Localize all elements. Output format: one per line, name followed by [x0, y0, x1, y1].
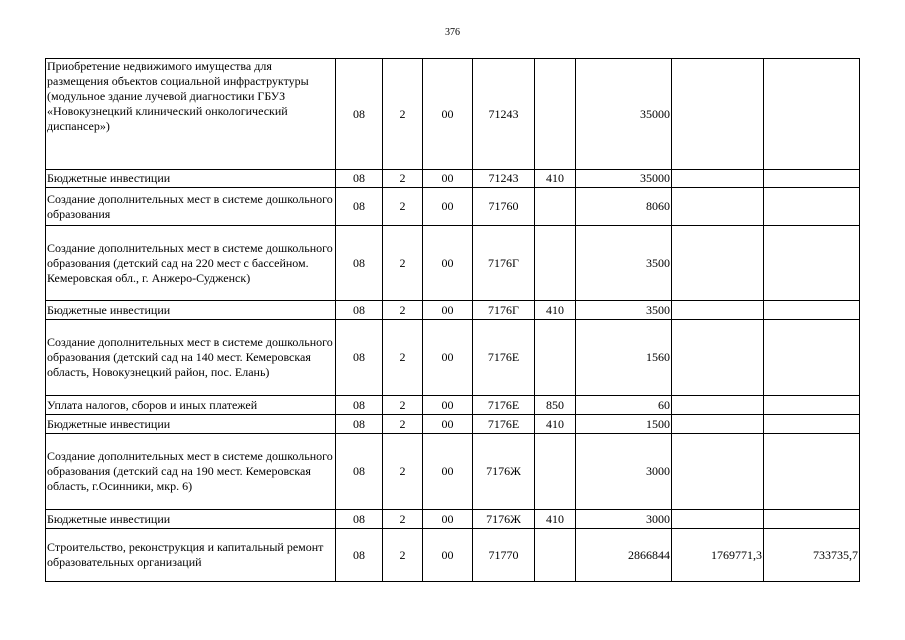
amount-year-1: 2866844 — [576, 529, 672, 582]
amount-year-3 — [764, 226, 860, 301]
section-code: 08 — [336, 434, 383, 510]
subprogram-code: 00 — [423, 170, 473, 188]
section-code: 08 — [336, 59, 383, 170]
subprogram-code: 00 — [423, 301, 473, 320]
expense-type-code: 410 — [535, 170, 576, 188]
amount-year-1: 8060 — [576, 188, 672, 226]
direction-code: 7176Е — [473, 320, 535, 396]
amount-year-1: 3000 — [576, 434, 672, 510]
expense-type-code: 410 — [535, 510, 576, 529]
section-code: 08 — [336, 510, 383, 529]
amount-year-1: 3500 — [576, 226, 672, 301]
subprogram-code: 00 — [423, 226, 473, 301]
program-code: 2 — [383, 301, 423, 320]
subprogram-code: 00 — [423, 320, 473, 396]
table-row — [46, 301, 860, 320]
row-name: Создание дополнительных мест в системе дошкольного образования — [46, 188, 336, 226]
expense-type-code — [535, 529, 576, 582]
section-code: 08 — [336, 396, 383, 415]
direction-code: 71770 — [473, 529, 535, 582]
program-code: 2 — [383, 415, 423, 434]
table-row — [46, 434, 860, 510]
amount-year-1: 3000 — [576, 510, 672, 529]
program-code: 2 — [383, 320, 423, 396]
program-code: 2 — [383, 529, 423, 582]
amount-year-2 — [672, 510, 764, 529]
subprogram-code: 00 — [423, 510, 473, 529]
subprogram-code: 00 — [423, 415, 473, 434]
subprogram-code: 00 — [423, 434, 473, 510]
expense-type-code — [535, 59, 576, 170]
section-code: 08 — [336, 188, 383, 226]
subprogram-code: 00 — [423, 188, 473, 226]
amount-year-2 — [672, 434, 764, 510]
row-name: Бюджетные инвестиции — [46, 301, 336, 320]
row-name: Создание дополнительных мест в системе дошкольного образования (детский сад на 220 мест с бассейном. Кемеровская обл., г. Анжеро-Судженск) — [46, 226, 336, 301]
section-code: 08 — [336, 170, 383, 188]
amount-year-2 — [672, 59, 764, 170]
table-row — [46, 188, 860, 226]
program-code: 2 — [383, 434, 423, 510]
amount-year-1: 3500 — [576, 301, 672, 320]
direction-code: 7176Ж — [473, 434, 535, 510]
table-row — [46, 59, 860, 170]
table-row — [46, 320, 860, 396]
amount-year-1: 35000 — [576, 59, 672, 170]
subprogram-code: 00 — [423, 529, 473, 582]
direction-code: 7176Ж — [473, 510, 535, 529]
subprogram-code: 00 — [423, 59, 473, 170]
row-name: Создание дополнительных мест в системе дошкольного образования (детский сад на 140 мест. Кемеровская область, Новокузнецкий район, пос. Елань) — [46, 320, 336, 396]
row-name: Создание дополнительных мест в системе дошкольного образования (детский сад на 190 мест. Кемеровская область, г.Осинники, мкр. 6) — [46, 434, 336, 510]
amount-year-3 — [764, 415, 860, 434]
row-name: Уплата налогов, сборов и иных платежей — [46, 396, 336, 415]
subprogram-code: 00 — [423, 396, 473, 415]
table-row — [46, 226, 860, 301]
amount-year-2 — [672, 396, 764, 415]
amount-year-2 — [672, 301, 764, 320]
section-code: 08 — [336, 226, 383, 301]
amount-year-2 — [672, 188, 764, 226]
table-row — [46, 170, 860, 188]
amount-year-2: 1769771,3 — [672, 529, 764, 582]
amount-year-3 — [764, 170, 860, 188]
program-code: 2 — [383, 188, 423, 226]
direction-code: 7176Е — [473, 415, 535, 434]
table-row — [46, 415, 860, 434]
amount-year-1: 60 — [576, 396, 672, 415]
direction-code: 7176Г — [473, 226, 535, 301]
amount-year-1: 1560 — [576, 320, 672, 396]
section-code: 08 — [336, 320, 383, 396]
amount-year-3 — [764, 396, 860, 415]
program-code: 2 — [383, 396, 423, 415]
direction-code: 7176Г — [473, 301, 535, 320]
amount-year-3 — [764, 188, 860, 226]
page-number: 376 — [445, 27, 460, 38]
row-name: Строительство, реконструкция и капитальный ремонт образовательных организаций — [46, 529, 336, 582]
amount-year-3 — [764, 434, 860, 510]
program-code: 2 — [383, 59, 423, 170]
expense-type-code: 410 — [535, 415, 576, 434]
amount-year-2 — [672, 170, 764, 188]
budget-table — [45, 58, 860, 582]
row-name: Бюджетные инвестиции — [46, 510, 336, 529]
direction-code: 71760 — [473, 188, 535, 226]
row-name: Приобретение недвижимого имущества для размещения объектов социальной инфраструктуры (модульное здание лучевой диагностики ГБУЗ «Новокузнецкий клинический онкологический диспансер») — [46, 59, 336, 170]
amount-year-2 — [672, 226, 764, 301]
amount-year-3 — [764, 510, 860, 529]
amount-year-2 — [672, 320, 764, 396]
amount-year-3 — [764, 59, 860, 170]
amount-year-1: 1500 — [576, 415, 672, 434]
amount-year-3 — [764, 301, 860, 320]
program-code: 2 — [383, 170, 423, 188]
expense-type-code — [535, 226, 576, 301]
amount-year-3: 733735,7 — [764, 529, 860, 582]
program-code: 2 — [383, 510, 423, 529]
amount-year-1: 35000 — [576, 170, 672, 188]
section-code: 08 — [336, 301, 383, 320]
expense-type-code — [535, 188, 576, 226]
direction-code: 7176Е — [473, 396, 535, 415]
program-code: 2 — [383, 226, 423, 301]
section-code: 08 — [336, 415, 383, 434]
table-row — [46, 396, 860, 415]
section-code: 08 — [336, 529, 383, 582]
row-name: Бюджетные инвестиции — [46, 170, 336, 188]
table-row — [46, 510, 860, 529]
expense-type-code — [535, 434, 576, 510]
amount-year-2 — [672, 415, 764, 434]
row-name: Бюджетные инвестиции — [46, 415, 336, 434]
expense-type-code — [535, 320, 576, 396]
direction-code: 71243 — [473, 59, 535, 170]
direction-code: 71243 — [473, 170, 535, 188]
table-row — [46, 529, 860, 582]
expense-type-code: 410 — [535, 301, 576, 320]
amount-year-3 — [764, 320, 860, 396]
expense-type-code: 850 — [535, 396, 576, 415]
